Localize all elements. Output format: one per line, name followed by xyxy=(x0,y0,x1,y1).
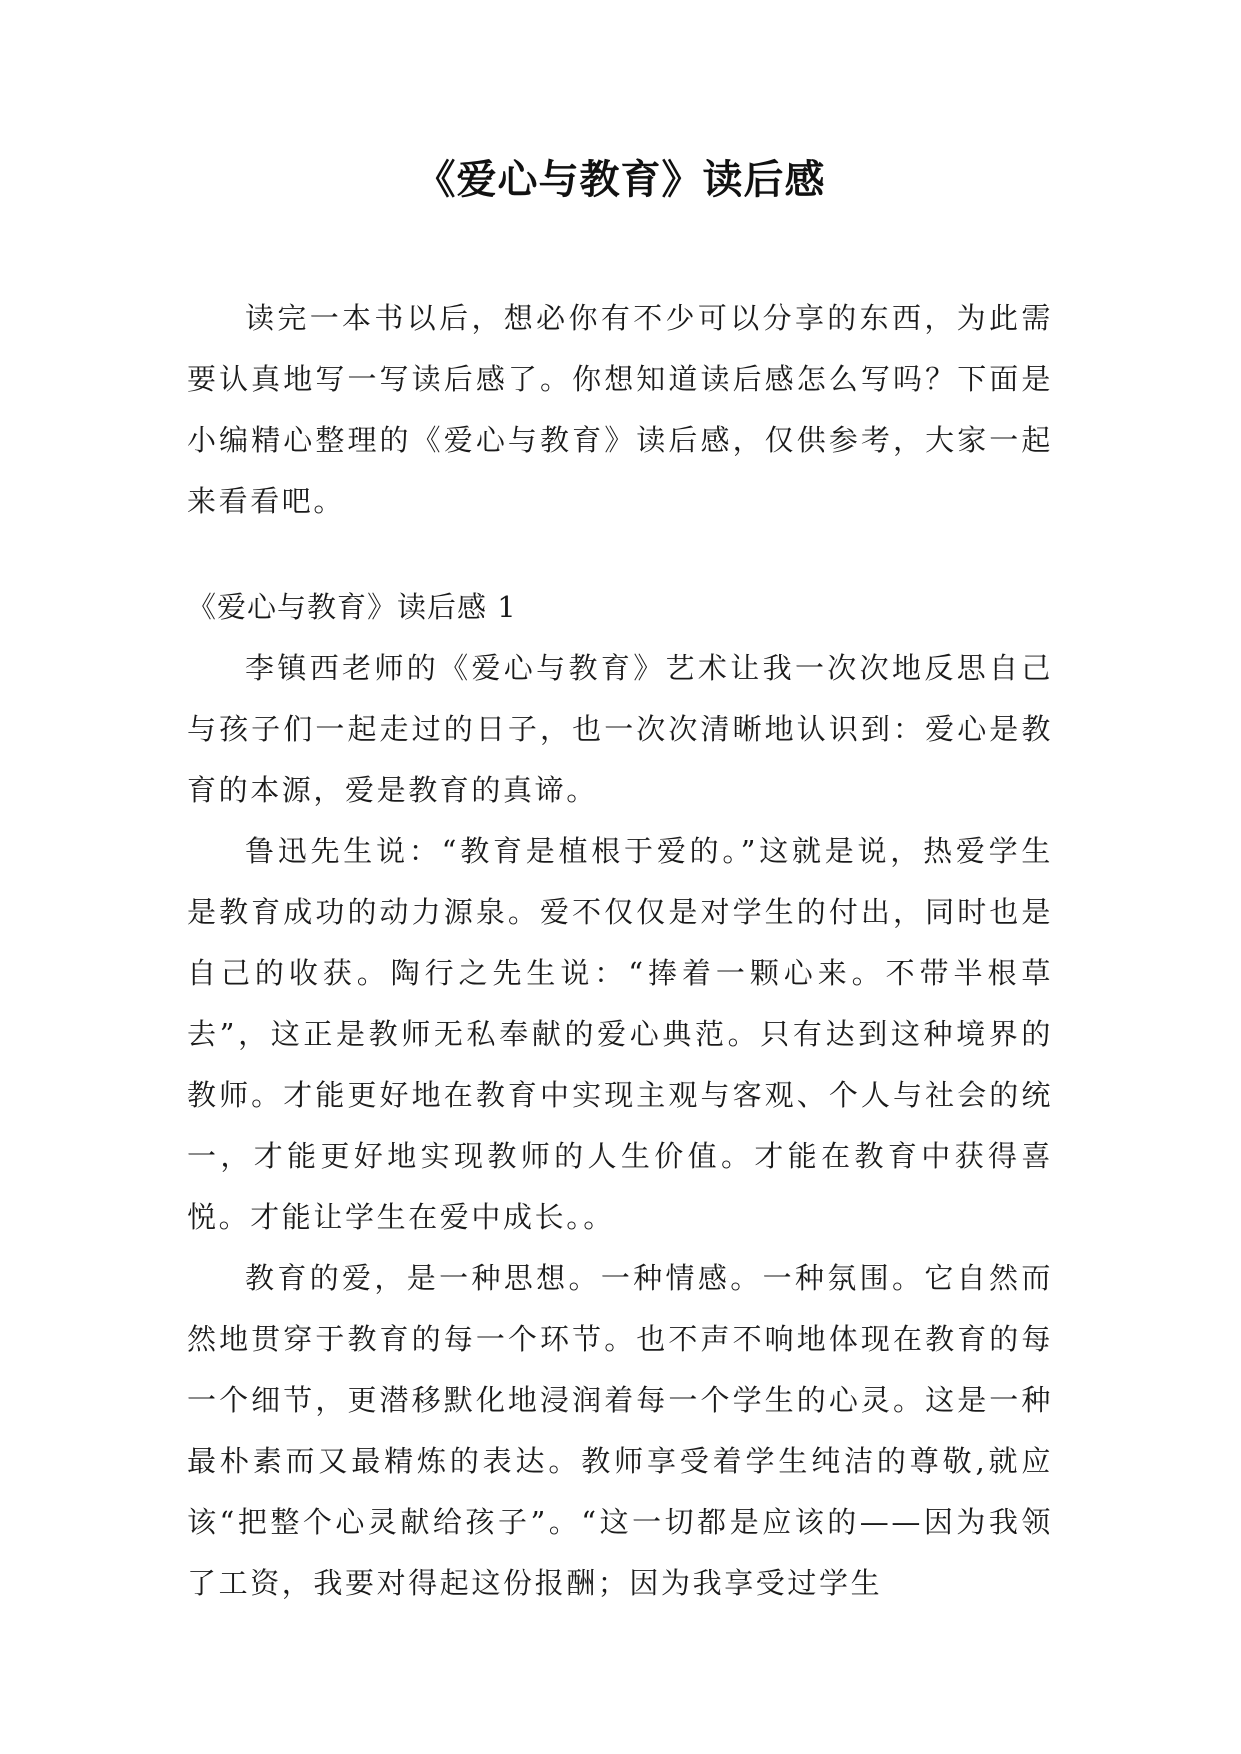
body-paragraph: 教育的爱，是一种思想。一种情感。一种氛围。它自然而然地贯穿于教育的每一个环节。也不声不响地体现在教育的每一个细节，更潜移默化地浸润着每一个学生的心灵。这是一种最朴素而又最精炼的表达。教师享受着学生纯洁的尊敬,就应该“把整个心灵献给孩子”。“这一切都是应该的——因为我领了工资，我要对得起这份报酬；因为我享受过学生 xyxy=(187,1261,1053,1600)
intro-block xyxy=(187,288,1053,532)
body-paragraph: 鲁迅先生说：“教育是植根于爱的。”这就是说，热爱学生是教育成功的动力源泉。爱不仅仅是对学生的付出，同时也是自己的收获。陶行之先生说：“捧着一颗心来。不带半根草去”，这正是教师无私奉献的爱心典范。只有达到这种境界的教师。才能更好地在教育中实现主观与客观、个人与社会的统一，才能更好地实现教师的人生价值。才能在教育中获得喜悦。才能让学生在爱中成长。。 xyxy=(187,834,1053,1234)
intro-paragraph: 读完一本书以后，想必你有不少可以分享的东西，为此需要认真地写一写读后感了。你想知道读后感怎么写吗？下面是小编精心整理的《爱心与教育》读后感，仅供参考，大家一起来看看吧。 xyxy=(187,301,1053,518)
document-title: 《爱心与教育》读后感 xyxy=(415,157,826,203)
section-heading: 《爱心与教育》读后感 1 xyxy=(187,590,517,624)
essay-section-1 xyxy=(187,577,1053,1614)
body-paragraph: 李镇西老师的《爱心与教育》艺术让我一次次地反思自己与孩子们一起走过的日子，也一次次清晰地认识到：爱心是教育的本源，爱是教育的真谛。 xyxy=(187,651,1053,807)
